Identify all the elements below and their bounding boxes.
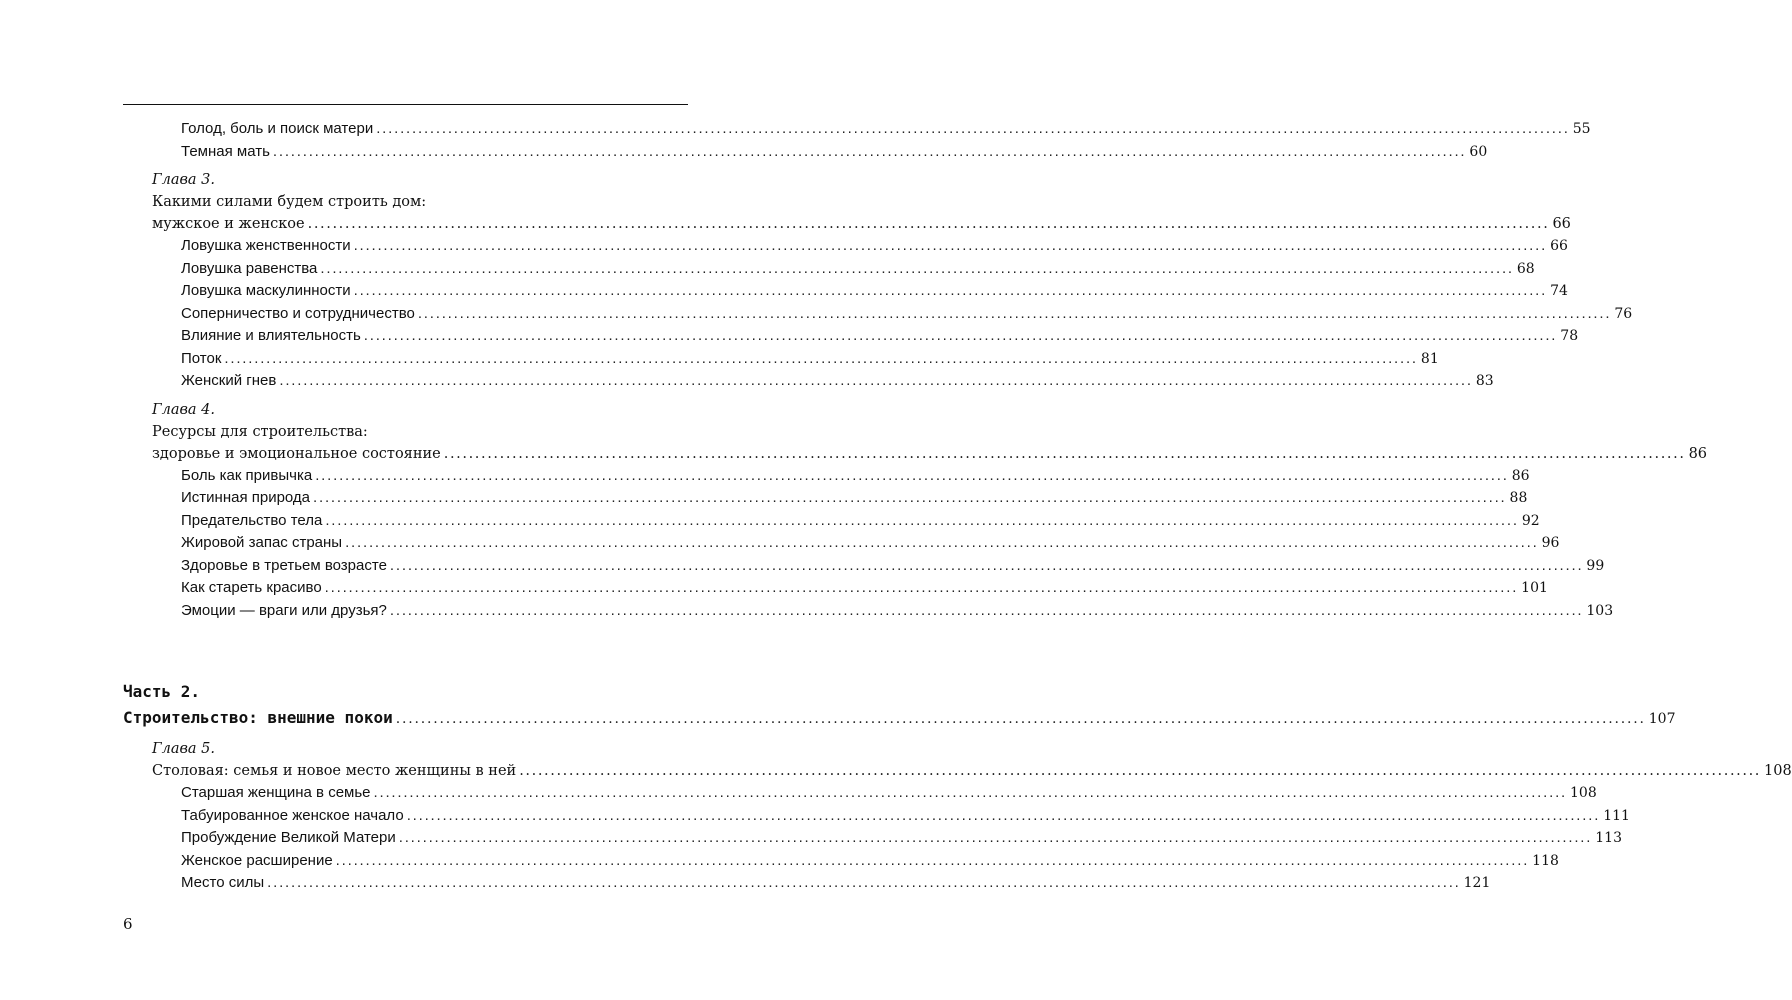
toc-entry[interactable]	[123, 487, 1528, 510]
toc-entry-page: 86	[1511, 467, 1530, 484]
toc-entry-title: Жировой запас страны	[181, 534, 343, 551]
toc-entry-title: Эмоции — враги или друзья?	[181, 601, 387, 619]
toc-entry-title: Поток	[181, 349, 222, 367]
toc-entry-page: 83	[1475, 373, 1494, 389]
toc-entry-page: 55	[1572, 121, 1591, 137]
dot-leader: ........................................................................................................................................................................................................	[376, 120, 1570, 137]
toc-entry[interactable]	[123, 141, 1488, 164]
header-rule	[123, 104, 688, 105]
toc-entry[interactable]	[123, 577, 1548, 600]
dot-leader: ........................................................................................................................................................................................................	[395, 711, 1646, 727]
toc-entry-title: Боль как привычка	[181, 466, 313, 484]
chapter-5-page: 108	[1764, 763, 1792, 779]
dot-leader: ........................................................................................................................................................................................................	[519, 763, 1762, 779]
chapter-5-entry[interactable]	[123, 760, 1792, 782]
toc-entry-page: 74	[1550, 283, 1568, 299]
toc-entry-title: Темная мать	[181, 142, 270, 160]
toc-entry[interactable]	[123, 118, 1591, 141]
toc-entry-page: 113	[1595, 830, 1622, 846]
toc-entry[interactable]	[123, 555, 1605, 578]
toc-entry[interactable]	[123, 850, 1559, 873]
toc-entry-title: Женский гнев	[181, 372, 277, 389]
toc-entry-page: 108	[1570, 785, 1597, 801]
chapter-4-title-line2: здоровье и эмоциональное состояние	[152, 445, 441, 462]
toc-entry[interactable]	[123, 805, 1630, 828]
toc-entry-title: Ловушка маскулинности	[181, 282, 351, 299]
toc-entry-page: 103	[1586, 602, 1614, 619]
dot-leader: ........................................................................................................................................................................................................	[224, 349, 1418, 367]
chapter-4-label: Глава 4.	[152, 401, 216, 418]
toc-entry[interactable]	[123, 510, 1540, 533]
part-2-page: 107	[1648, 711, 1676, 727]
toc-entry[interactable]	[123, 258, 1535, 281]
toc-entry[interactable]	[123, 280, 1568, 303]
toc-entry[interactable]	[123, 782, 1597, 805]
dot-leader: ........................................................................................................................................................................................................	[353, 282, 1548, 299]
dot-leader: ........................................................................................................................................................................................................	[325, 511, 1519, 529]
toc-entry-page: 60	[1469, 143, 1488, 160]
toc-entry-page: 111	[1603, 807, 1630, 824]
dot-leader: ........................................................................................................................................................................................................	[389, 556, 1584, 574]
chapter-3-title-line1: Какими силами будем строить дом:	[152, 194, 427, 210]
chapter-3-entry[interactable]	[123, 213, 1571, 235]
dot-leader: ........................................................................................................................................................................................................	[363, 327, 1558, 344]
toc-entry-page: 76	[1614, 305, 1633, 322]
toc-entry-title: Место силы	[181, 874, 265, 891]
dot-leader: ........................................................................................................................................................................................................	[373, 784, 1568, 801]
toc-entry-page: 101	[1521, 580, 1548, 596]
toc-entry-page: 78	[1560, 328, 1579, 344]
part-2-label: Часть 2.	[123, 682, 201, 701]
toc-entry-title: Старшая женщина в семье	[181, 784, 371, 801]
dot-leader: ........................................................................................................................................................................................................	[279, 372, 1473, 389]
toc-entry-title: Здоровье в третьем возрасте	[181, 556, 387, 574]
chapter-3-label: Глава 3.	[152, 172, 216, 188]
toc-entry[interactable]	[123, 872, 1491, 895]
part-2-title: Строительство: внешние покои	[123, 708, 393, 727]
dot-leader: ........................................................................................................................................................................................................	[272, 142, 1467, 160]
toc-entry[interactable]	[123, 325, 1579, 348]
dot-leader: ........................................................................................................................................................................................................	[345, 534, 1539, 551]
dot-leader: ........................................................................................................................................................................................................	[417, 304, 1612, 322]
toc-entry[interactable]	[123, 303, 1633, 326]
toc-entry[interactable]	[123, 600, 1614, 623]
toc-entry-title: Голод, боль и поиск матери	[181, 120, 374, 137]
toc-entry-page: 68	[1516, 260, 1535, 277]
toc-entry[interactable]	[123, 465, 1530, 488]
toc-entry[interactable]	[123, 235, 1568, 258]
toc-entry[interactable]	[123, 532, 1560, 555]
toc-entry-title: Предательство тела	[181, 511, 323, 529]
toc-entry-title: Пробуждение Великой Матери	[181, 829, 396, 846]
toc-entry-title: Истинная природа	[181, 489, 311, 506]
toc-entry-page: 81	[1420, 350, 1439, 367]
dot-leader: ........................................................................................................................................................................................................	[335, 851, 1530, 869]
chapter-3-title-line2: мужское и женское	[152, 216, 305, 232]
chapter-4-page: 86	[1688, 445, 1708, 462]
dot-leader: ........................................................................................................................................................................................................	[315, 466, 1509, 484]
toc-entry-page: 66	[1550, 238, 1568, 254]
toc-entry-page: 121	[1463, 875, 1491, 891]
chapter-4-title-line1: Ресурсы для строительства:	[152, 423, 368, 440]
toc-entry-page: 118	[1532, 852, 1559, 869]
toc-entry-page: 99	[1586, 557, 1605, 574]
dot-leader: ........................................................................................................................................................................................................	[313, 489, 1507, 506]
toc-entry-title: Соперничество и сотрудничество	[181, 304, 415, 322]
toc-entry-title: Ловушка равенства	[181, 259, 318, 277]
dot-leader: ........................................................................................................................................................................................................	[324, 579, 1519, 596]
chapter-3-page: 66	[1552, 216, 1571, 232]
dot-leader: ........................................................................................................................................................................................................	[267, 874, 1461, 891]
toc-entry-page: 96	[1541, 535, 1560, 551]
dot-leader: ........................................................................................................................................................................................................	[353, 237, 1548, 254]
dot-leader: ........................................................................................................................................................................................................	[389, 601, 1584, 619]
toc-entry[interactable]	[123, 348, 1439, 371]
dot-leader: ........................................................................................................................................................................................................	[406, 806, 1601, 824]
chapter-5-label: Глава 5.	[152, 741, 216, 757]
toc-entry-page: 92	[1521, 512, 1540, 529]
toc-entry-title: Ловушка женственности	[181, 237, 351, 254]
toc-entry-page: 88	[1509, 490, 1528, 506]
dot-leader: ........................................................................................................................................................................................................	[307, 216, 1550, 232]
page-number: 6	[123, 915, 133, 933]
chapter-5-title: Столовая: семья и новое место женщины в ней	[152, 763, 517, 779]
toc-entry-title: Влияние и влиятельность	[181, 327, 361, 344]
chapter-4-entry[interactable]	[123, 443, 1708, 465]
toc-entry[interactable]	[123, 370, 1494, 393]
toc-entry[interactable]	[123, 827, 1622, 850]
table-of-contents	[123, 118, 1792, 895]
dot-leader: ........................................................................................................................................................................................................	[443, 445, 1686, 462]
toc-entry-title: Табуированное женское начало	[181, 806, 404, 824]
dot-leader: ........................................................................................................................................................................................................	[398, 829, 1593, 846]
toc-entry-title: Как стареть красиво	[181, 579, 322, 596]
toc-entry-title: Женское расширение	[181, 851, 333, 869]
part-2-entry[interactable]	[123, 705, 1676, 732]
dot-leader: ........................................................................................................................................................................................................	[320, 259, 1514, 277]
